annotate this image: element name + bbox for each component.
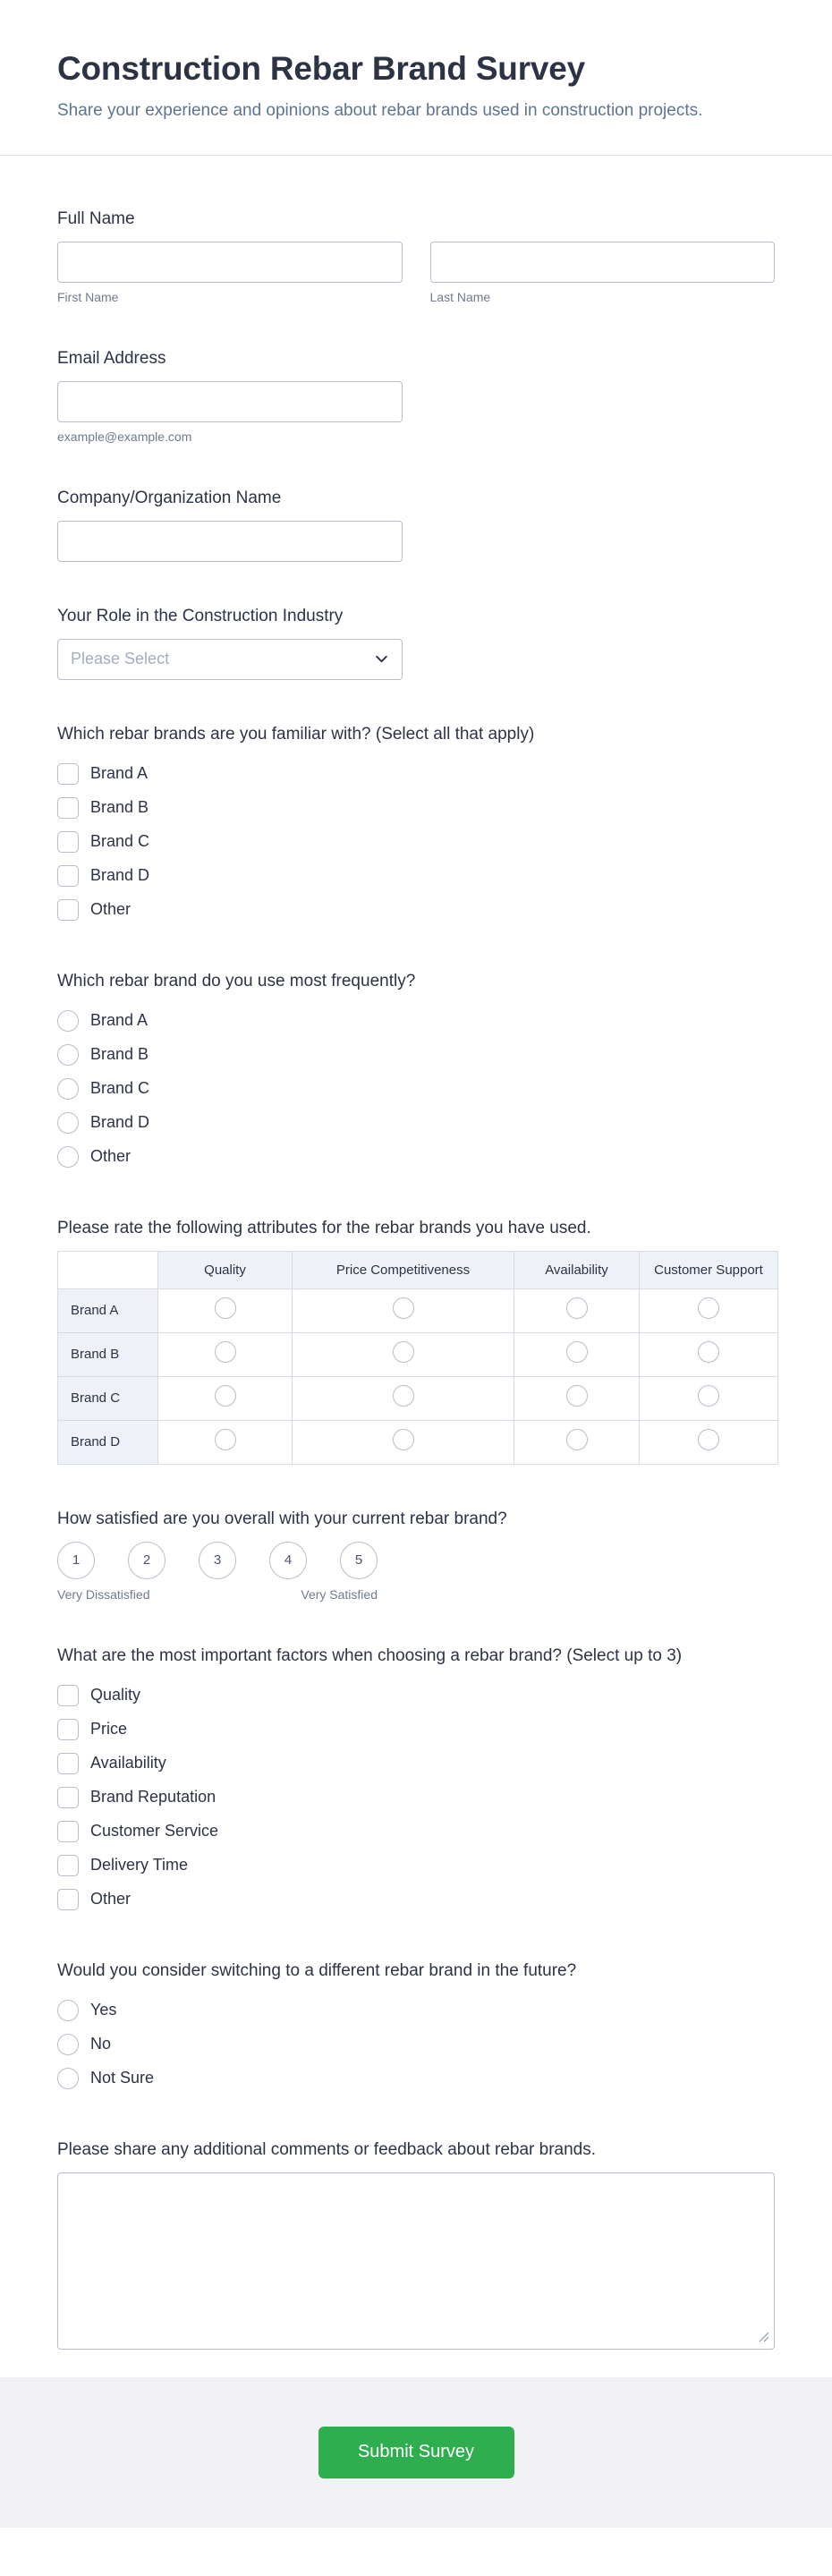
company-label: Company/Organization Name <box>57 488 282 507</box>
scale-option[interactable]: 4 <box>269 1542 307 1579</box>
last-name-input[interactable] <box>430 242 776 283</box>
question-brands-familiar <box>57 725 775 927</box>
table-col-header: Price Competitiveness <box>293 1251 514 1288</box>
checkbox-icon[interactable] <box>57 1753 79 1774</box>
checkbox-icon[interactable] <box>57 1719 79 1740</box>
option-label[interactable]: Brand B <box>90 798 149 816</box>
table-col-header: Customer Support <box>640 1251 778 1288</box>
satisfaction-scale <box>57 1542 775 1579</box>
checkbox-option[interactable] <box>57 791 775 825</box>
checkbox-option[interactable] <box>57 1849 775 1883</box>
scale-labels <box>57 1587 378 1602</box>
rating-radio[interactable] <box>215 1429 236 1450</box>
option-label[interactable]: Brand A <box>90 764 149 782</box>
option-label[interactable]: Customer Service <box>90 1822 219 1840</box>
table-corner-cell <box>58 1251 158 1288</box>
option-label[interactable]: Availability <box>90 1754 166 1772</box>
role-select-value: Please Select <box>71 650 170 667</box>
option-label[interactable]: Other <box>90 1147 132 1165</box>
question-satisfaction <box>57 1509 775 1602</box>
first-name-field <box>57 242 403 304</box>
radio-option[interactable] <box>57 1106 775 1140</box>
checkbox-option[interactable] <box>57 825 775 859</box>
question-comments <box>57 2140 775 2350</box>
checkbox-icon[interactable] <box>57 797 79 819</box>
rating-radio[interactable] <box>566 1429 588 1450</box>
question-email <box>57 349 775 444</box>
option-label[interactable]: Brand A <box>90 1011 149 1029</box>
radio-icon[interactable] <box>57 1146 79 1168</box>
form-header <box>0 0 832 155</box>
option-label[interactable]: Quality <box>90 1686 141 1704</box>
rating-radio[interactable] <box>215 1385 236 1407</box>
question-full-name <box>57 209 775 304</box>
radio-option[interactable] <box>57 1140 775 1174</box>
checkbox-option[interactable] <box>57 1815 775 1849</box>
checkbox-icon[interactable] <box>57 1821 79 1842</box>
brands-familiar-options <box>57 757 775 927</box>
option-label[interactable]: Other <box>90 900 132 918</box>
rating-table-label: Please rate the following attributes for the rebar brands you have used. <box>57 1218 591 1237</box>
rating-radio[interactable] <box>698 1385 719 1407</box>
name-row <box>57 242 775 304</box>
factors-label: What are the most important factors when choosing a rebar brand? (Select up to 3) <box>57 1645 683 1665</box>
satisfaction-label: How satisfied are you overall with your current rebar brand? <box>57 1509 507 1528</box>
radio-icon[interactable] <box>57 2068 79 2089</box>
checkbox-option[interactable] <box>57 757 775 791</box>
table-row <box>58 1288 778 1332</box>
radio-icon[interactable] <box>57 1078 79 1100</box>
checkbox-icon[interactable] <box>57 1787 79 1808</box>
form-subtitle: Share your experience and opinions about rebar brands used in construction projects. <box>57 101 703 120</box>
radio-icon[interactable] <box>57 2034 79 2055</box>
rating-radio[interactable] <box>215 1297 236 1319</box>
rating-radio[interactable] <box>393 1341 414 1363</box>
checkbox-option[interactable] <box>57 1883 775 1917</box>
question-rating-table <box>57 1219 775 1465</box>
comments-field <box>57 2172 775 2350</box>
rating-radio[interactable] <box>566 1341 588 1363</box>
question-brand-frequent <box>57 972 775 1174</box>
table-row-header: Brand D <box>58 1420 158 1464</box>
table-row-header: Brand C <box>58 1376 158 1420</box>
email-sublabel: example@example.com <box>57 429 192 444</box>
radio-option[interactable] <box>57 1072 775 1106</box>
factors-options <box>57 1679 775 1917</box>
option-label[interactable]: Price <box>90 1720 128 1738</box>
checkbox-option[interactable] <box>57 1747 775 1781</box>
question-role <box>57 607 775 680</box>
rating-radio[interactable] <box>566 1297 588 1319</box>
question-factors <box>57 1646 775 1917</box>
radio-icon[interactable] <box>57 1010 79 1032</box>
switching-label: Would you consider switching to a different rebar brand in the future? <box>57 1960 577 1980</box>
table-col-header: Availability <box>514 1251 640 1288</box>
rating-radio[interactable] <box>698 1297 719 1319</box>
option-label[interactable]: Brand C <box>90 1079 150 1097</box>
rating-radio[interactable] <box>393 1385 414 1407</box>
checkbox-option[interactable] <box>57 1713 775 1747</box>
option-label[interactable]: Other <box>90 1890 132 1908</box>
rating-radio[interactable] <box>698 1341 719 1363</box>
checkbox-icon[interactable] <box>57 865 79 887</box>
full-name-label: Full Name <box>57 208 135 228</box>
table-row-header: Brand A <box>58 1288 158 1332</box>
question-company <box>57 489 775 562</box>
table-row-header: Brand B <box>58 1332 158 1376</box>
checkbox-icon[interactable] <box>57 831 79 853</box>
checkbox-option[interactable] <box>57 859 775 893</box>
table-row <box>58 1376 778 1420</box>
first-name-input[interactable] <box>57 242 403 283</box>
radio-icon[interactable] <box>57 1112 79 1134</box>
scale-right-label: Very Satisfied <box>301 1586 378 1602</box>
switching-options <box>57 1994 775 2096</box>
scale-option[interactable]: 2 <box>128 1542 166 1579</box>
company-input[interactable] <box>57 521 403 562</box>
scale-option[interactable]: 3 <box>199 1542 236 1579</box>
scale-left-label: Very Dissatisfied <box>57 1586 150 1602</box>
option-label[interactable]: Brand D <box>90 866 150 884</box>
checkbox-option[interactable] <box>57 893 775 927</box>
form-title: Construction Rebar Brand Survey <box>57 50 586 87</box>
option-label[interactable]: No <box>90 2035 112 2053</box>
role-select[interactable] <box>57 639 403 680</box>
first-name-sublabel: First Name <box>57 289 119 304</box>
radio-option[interactable] <box>57 2028 775 2062</box>
checkbox-icon[interactable] <box>57 763 79 785</box>
comments-label: Please share any additional comments or feedback about rebar brands. <box>57 2139 597 2159</box>
email-input[interactable] <box>57 381 403 422</box>
option-label[interactable]: Not Sure <box>90 2069 155 2087</box>
table-row <box>58 1420 778 1464</box>
option-label[interactable]: Brand Reputation <box>90 1788 216 1806</box>
last-name-sublabel: Last Name <box>429 289 491 304</box>
rating-radio[interactable] <box>698 1429 719 1450</box>
radio-option[interactable] <box>57 2062 775 2096</box>
option-label[interactable]: Brand C <box>90 832 150 850</box>
checkbox-option[interactable] <box>57 1679 775 1713</box>
brand-frequent-options <box>57 1004 775 1174</box>
rating-radio[interactable] <box>393 1429 414 1450</box>
option-label[interactable]: Brand D <box>90 1113 150 1131</box>
question-switching <box>57 1961 775 2096</box>
submit-button[interactable]: Submit Survey <box>318 2427 514 2478</box>
chevron-down-icon <box>374 651 389 667</box>
table-header-row <box>58 1251 778 1288</box>
rating-radio[interactable] <box>393 1297 414 1319</box>
scale-option[interactable]: 1 <box>57 1542 95 1579</box>
rating-table <box>57 1251 778 1465</box>
radio-option[interactable] <box>57 1994 775 2028</box>
checkbox-icon[interactable] <box>57 1889 79 1910</box>
checkbox-icon[interactable] <box>57 899 79 921</box>
option-label[interactable]: Yes <box>90 2001 117 2019</box>
option-label[interactable]: Delivery Time <box>90 1856 189 1874</box>
brands-familiar-label: Which rebar brands are you familiar with? (Select all that apply) <box>57 724 535 744</box>
role-label: Your Role in the Construction Industry <box>57 606 344 625</box>
radio-option[interactable] <box>57 1038 775 1072</box>
checkbox-option[interactable] <box>57 1781 775 1815</box>
last-name-field <box>430 242 776 304</box>
rating-radio[interactable] <box>215 1341 236 1363</box>
brand-frequent-label: Which rebar brand do you use most frequently? <box>57 971 416 990</box>
scale-option[interactable]: 5 <box>340 1542 378 1579</box>
checkbox-icon[interactable] <box>57 1855 79 1876</box>
table-col-header: Quality <box>158 1251 293 1288</box>
radio-option[interactable] <box>57 1004 775 1038</box>
email-label: Email Address <box>57 348 166 368</box>
rating-radio[interactable] <box>566 1385 588 1407</box>
checkbox-icon[interactable] <box>57 1685 79 1706</box>
radio-icon[interactable] <box>57 1044 79 1066</box>
comments-textarea[interactable] <box>57 2172 775 2350</box>
option-label[interactable]: Brand B <box>90 1045 149 1063</box>
table-row <box>58 1332 778 1376</box>
radio-icon[interactable] <box>57 2000 79 2021</box>
form-body <box>0 156 832 2350</box>
form-footer <box>0 2377 832 2528</box>
